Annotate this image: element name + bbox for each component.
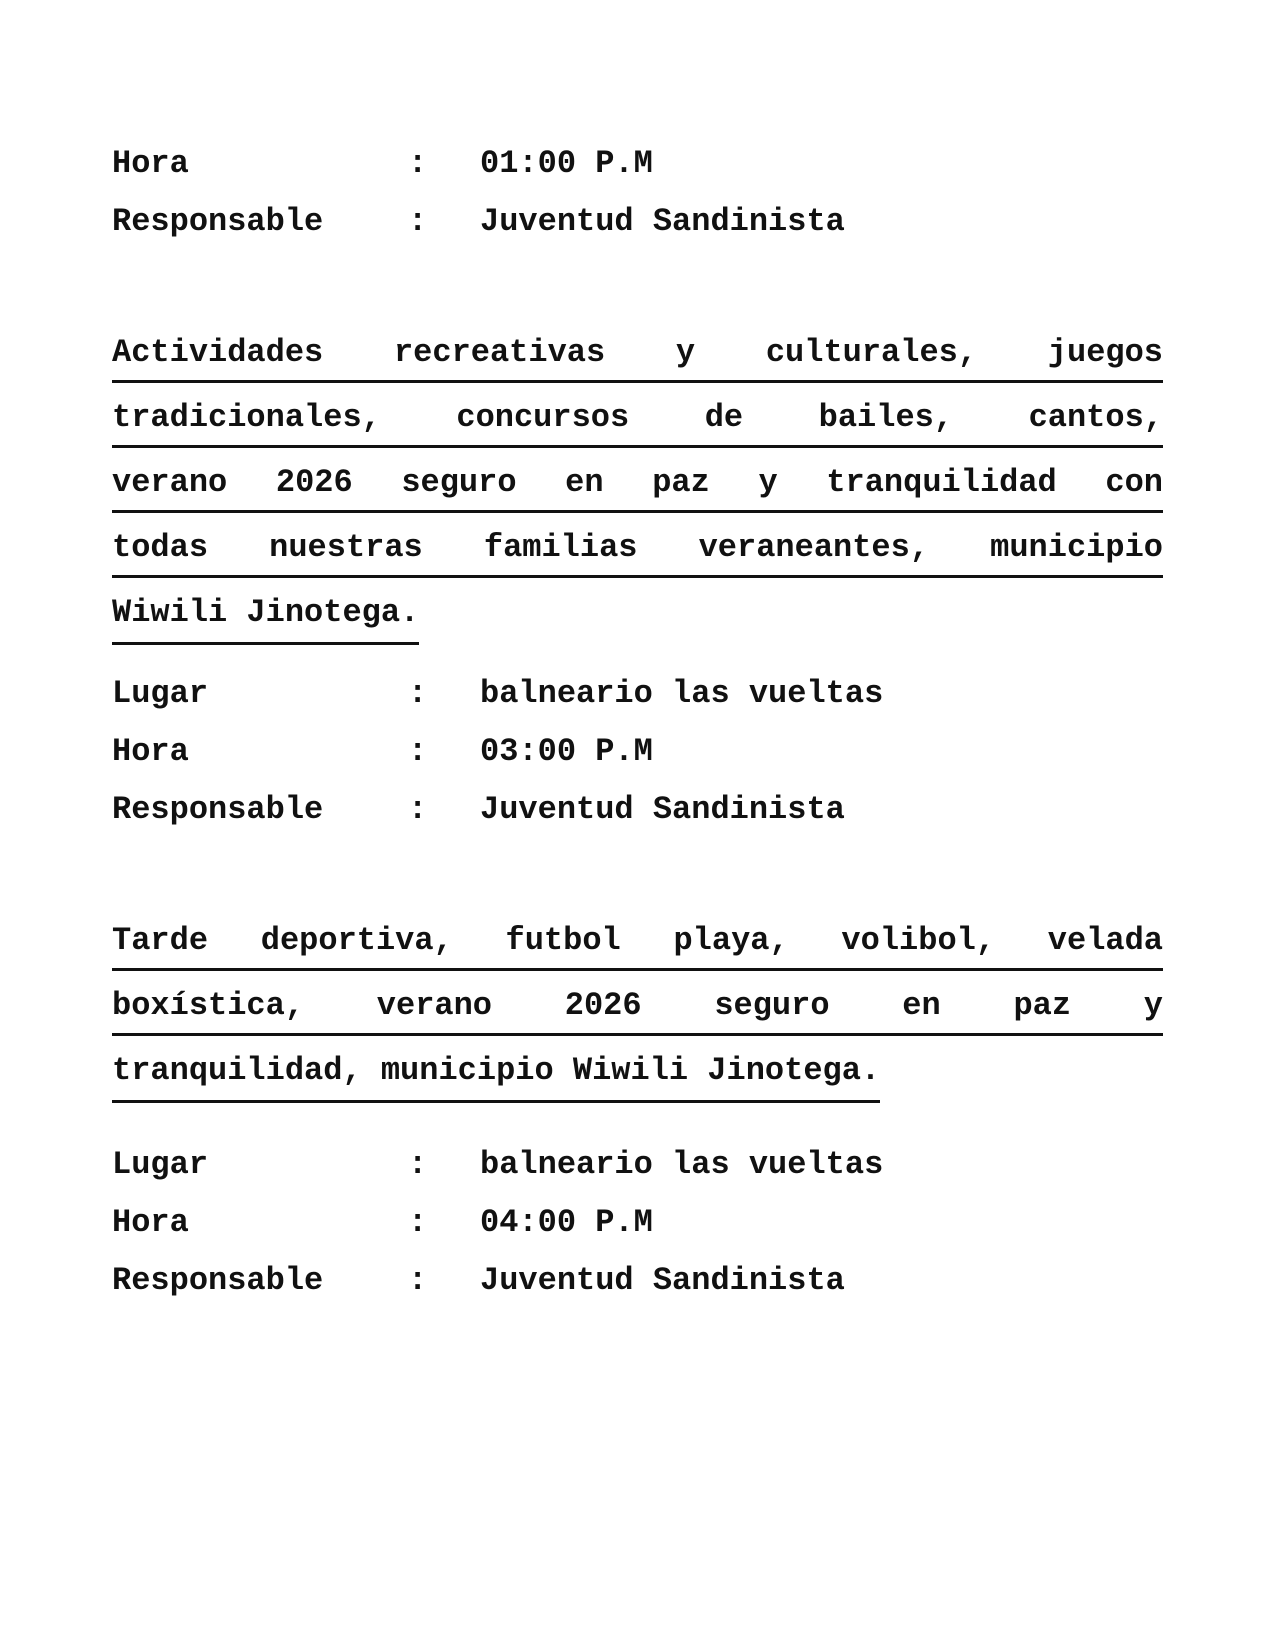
paragraph-word: veraneantes, bbox=[698, 529, 930, 566]
paragraph-word: playa, bbox=[673, 922, 789, 959]
field-value: Juventud Sandinista bbox=[480, 791, 845, 828]
paragraph-line bbox=[112, 910, 1163, 971]
field-value: Juventud Sandinista bbox=[480, 203, 845, 240]
paragraph-word: volibol, bbox=[841, 922, 996, 959]
paragraph-word: bailes, bbox=[818, 399, 954, 436]
field-colon: : bbox=[408, 145, 428, 182]
paragraph-line bbox=[112, 452, 1163, 513]
field-value: 01:00 P.M bbox=[480, 145, 653, 182]
paragraph-word: y bbox=[1143, 987, 1163, 1024]
paragraph-word: 2026 bbox=[564, 987, 642, 1024]
paragraph-word: verano bbox=[112, 464, 228, 501]
field-label: Hora bbox=[112, 145, 189, 182]
paragraph-word: seguro bbox=[401, 464, 517, 501]
paragraph-word: en bbox=[902, 987, 941, 1024]
field-value: Juventud Sandinista bbox=[480, 1262, 845, 1299]
paragraph-word: verano bbox=[376, 987, 492, 1024]
paragraph-word: de bbox=[704, 399, 744, 436]
paragraph-line bbox=[112, 517, 1163, 578]
paragraph-word: nuestras bbox=[269, 529, 423, 566]
paragraph-word: familias bbox=[483, 529, 638, 566]
paragraph-word: cantos, bbox=[1028, 399, 1163, 436]
field-label: Hora bbox=[112, 1204, 189, 1241]
field-value: 03:00 P.M bbox=[480, 733, 653, 770]
activity-paragraph-1 bbox=[112, 322, 1163, 644]
paragraph-word: seguro bbox=[714, 987, 830, 1024]
paragraph-word: boxística, bbox=[112, 987, 305, 1024]
paragraph-word: paz bbox=[1013, 987, 1072, 1024]
field-colon: : bbox=[408, 203, 428, 240]
activity-paragraph-2 bbox=[112, 910, 1163, 1102]
field-label: Responsable bbox=[112, 203, 324, 240]
field-colon: : bbox=[408, 791, 428, 828]
paragraph-word: en bbox=[565, 464, 604, 501]
field-label: Responsable bbox=[112, 1262, 324, 1299]
field-label: Hora bbox=[112, 733, 189, 770]
paragraph-word: culturales, bbox=[765, 334, 978, 371]
paragraph-word: deportiva, bbox=[260, 922, 453, 959]
paragraph-word: recreativas bbox=[393, 334, 606, 371]
field-colon: : bbox=[408, 675, 428, 712]
field-label: Responsable bbox=[112, 791, 324, 828]
paragraph-word: concursos bbox=[456, 399, 630, 436]
field-colon: : bbox=[408, 1146, 428, 1183]
paragraph-last-line-text: tranquilidad, municipio Wiwili Jinotega. bbox=[112, 1042, 880, 1103]
field-value: balneario las vueltas bbox=[480, 1146, 884, 1183]
field-label: Lugar bbox=[112, 1146, 209, 1183]
paragraph-word: juegos bbox=[1047, 334, 1163, 371]
paragraph-word: y bbox=[758, 464, 778, 501]
paragraph-word: 2026 bbox=[275, 464, 353, 501]
paragraph-word: paz bbox=[652, 464, 710, 501]
paragraph-word: futbol bbox=[505, 922, 621, 959]
paragraph-word: Tarde bbox=[112, 922, 209, 959]
paragraph-word: con bbox=[1105, 464, 1163, 501]
field-value: balneario las vueltas bbox=[480, 675, 884, 712]
paragraph-word: todas bbox=[112, 529, 209, 566]
paragraph-word: Actividades bbox=[112, 334, 324, 371]
field-colon: : bbox=[408, 1204, 428, 1241]
paragraph-line bbox=[112, 322, 1163, 383]
paragraph-last-line bbox=[112, 1040, 1163, 1102]
paragraph-line bbox=[112, 975, 1163, 1036]
field-colon: : bbox=[408, 733, 428, 770]
paragraph-word: tradicionales, bbox=[112, 399, 381, 436]
field-value: 04:00 P.M bbox=[480, 1204, 653, 1241]
paragraph-line bbox=[112, 387, 1163, 448]
paragraph-word: municipio bbox=[990, 529, 1163, 566]
paragraph-word: y bbox=[675, 334, 696, 371]
field-label: Lugar bbox=[112, 675, 209, 712]
paragraph-word: velada bbox=[1047, 922, 1163, 959]
paragraph-word: tranquilidad bbox=[826, 464, 1057, 501]
paragraph-last-line-text: Wiwili Jinotega. bbox=[112, 584, 419, 645]
paragraph-last-line bbox=[112, 582, 1163, 644]
field-colon: : bbox=[408, 1262, 428, 1299]
